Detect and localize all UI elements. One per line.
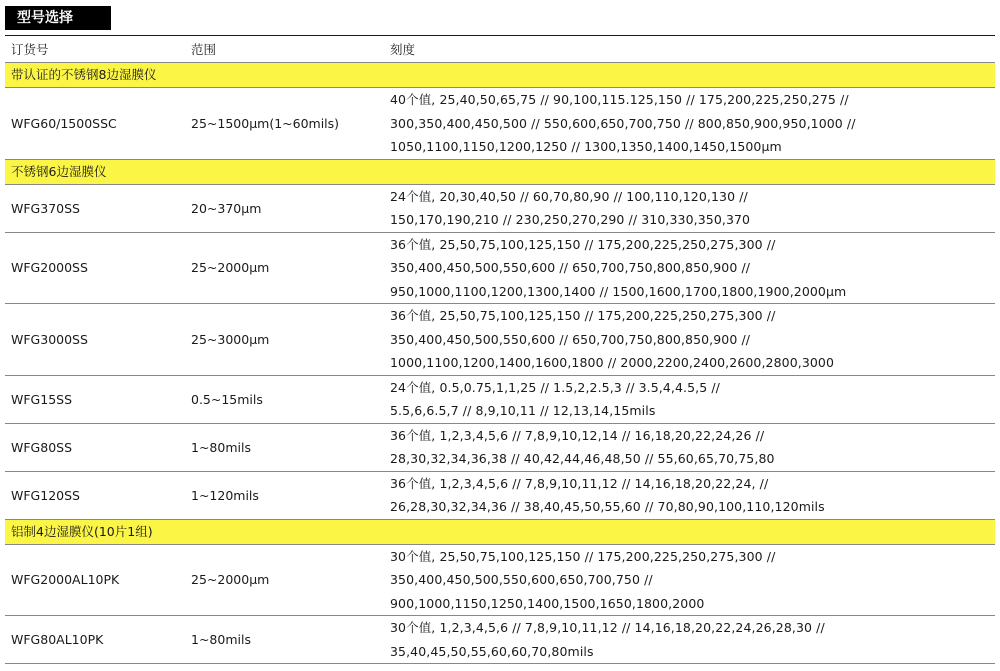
table-row: [5, 423, 995, 471]
group-row-stainless-6-side: [5, 159, 995, 184]
range-cell: 20~370µm: [185, 184, 384, 232]
scale-cell: [384, 88, 995, 160]
order-number-cell: WFG80AL10PK: [5, 616, 185, 664]
table-row: [5, 304, 995, 376]
range-cell: 25~3000µm: [185, 304, 384, 376]
group-label: 不锈钢6边湿膜仪: [5, 159, 995, 184]
range-cell: 25~2000µm: [185, 544, 384, 616]
group-label: 带认证的不锈钢8边湿膜仪: [5, 63, 995, 88]
range-cell: 1~80mils: [185, 616, 384, 664]
scale-line: 36个值, 1,2,3,4,5,6 // 7,8,9,10,12,14 // 16,18,20,22,24,26 //: [390, 427, 765, 443]
scale-line: 900,1000,1150,1250,1400,1500,1650,1800,2000: [390, 595, 705, 611]
scale-cell: [384, 471, 995, 519]
table-row: [5, 375, 995, 423]
table-row: [5, 88, 995, 160]
scale-line: 24个值, 0.5,0.75,1,1,25 // 1.5,2,2.5,3 // 3.5,4,4.5,5 //: [390, 379, 720, 395]
scale-line: 35,40,45,50,55,60,60,70,80mils: [390, 643, 594, 659]
header-order-number: 订货号: [5, 36, 185, 63]
range-cell: 25~1500µm(1~60mils): [185, 88, 384, 160]
scale-line: 350,400,450,500,550,600 // 650,700,750,800,850,900 //: [390, 260, 751, 275]
range-cell: 1~80mils: [185, 423, 384, 471]
scale-cell: [384, 544, 995, 616]
order-number-cell: WFG60/1500SSC: [5, 88, 185, 160]
table-row: [5, 616, 995, 664]
scale-line: 350,400,450,500,550,600,650,700,750 //: [390, 572, 653, 587]
scale-line: 5.5,6,6.5,7 // 8,9,10,11 // 12,13,14,15mils: [390, 403, 656, 418]
scale-line: 30个值, 25,50,75,100,125,150 // 175,200,225,250,275,300 //: [390, 548, 776, 564]
scale-line: 36个值, 25,50,75,100,125,150 // 175,200,225,250,275,300 //: [390, 308, 776, 323]
scale-line: 150,170,190,210 // 230,250,270,290 // 310,330,350,370: [390, 212, 751, 227]
range-cell: 1~120mils: [185, 471, 384, 519]
scale-cell: [384, 616, 995, 664]
order-number-cell: WFG2000SS: [5, 232, 185, 304]
model-selection-table: [5, 36, 995, 664]
table-row: [5, 184, 995, 232]
range-cell: 0.5~15mils: [185, 375, 384, 423]
group-label: 铝制4边湿膜仪(10片1组): [5, 519, 995, 544]
header-scale: 刻度: [384, 36, 995, 63]
scale-cell: [384, 232, 995, 304]
order-number-cell: WFG3000SS: [5, 304, 185, 376]
order-number-cell: WFG120SS: [5, 471, 185, 519]
scale-line: 300,350,400,450,500 // 550,600,650,700,750 // 800,850,900,950,1000 //: [390, 115, 856, 131]
scale-line: 1000,1100,1200,1400,1600,1800 // 2000,2200,2400,2600,2800,3000: [390, 355, 835, 370]
order-number-cell: WFG80SS: [5, 423, 185, 471]
table-row: [5, 544, 995, 616]
scale-cell: [384, 375, 995, 423]
scale-line: 950,1000,1100,1200,1300,1400 // 1500,1600,1700,1800,1900,2000µm: [390, 283, 847, 299]
scale-line: 24个值, 20,30,40,50 // 60,70,80,90 // 100,110,120,130 //: [390, 188, 748, 204]
scale-line: 28,30,32,34,36,38 // 40,42,44,46,48,50 // 55,60,65,70,75,80: [390, 451, 775, 466]
section-title: 型号选择: [5, 6, 111, 30]
scale-line: 36个值, 1,2,3,4,5,6 // 7,8,9,10,11,12 // 14,16,18,20,22,24, //: [390, 475, 769, 491]
range-cell: 25~2000µm: [185, 232, 384, 304]
scale-cell: [384, 304, 995, 376]
table-row: [5, 232, 995, 304]
order-number-cell: WFG2000AL10PK: [5, 544, 185, 616]
scale-line: 350,400,450,500,550,600 // 650,700,750,800,850,900 //: [390, 331, 751, 347]
header-range: 范围: [185, 36, 384, 63]
scale-line: 36个值, 25,50,75,100,125,150 // 175,200,225,250,275,300 //: [390, 236, 776, 252]
scale-cell: [384, 184, 995, 232]
table-row: [5, 471, 995, 519]
scale-line: 26,28,30,32,34,36 // 38,40,45,50,55,60 // 70,80,90,100,110,120mils: [390, 499, 825, 514]
scale-line: 40个值, 25,40,50,65,75 // 90,100,115.125,150 // 175,200,225,250,275 //: [390, 92, 849, 107]
group-row-aluminum-4-side: [5, 519, 995, 544]
order-number-cell: WFG370SS: [5, 184, 185, 232]
table-header-row: [5, 36, 995, 63]
order-number-cell: WFG15SS: [5, 375, 185, 423]
scale-cell: [384, 423, 995, 471]
scale-line: 1050,1100,1150,1200,1250 // 1300,1350,1400,1450,1500µm: [390, 139, 782, 154]
scale-line: 30个值, 1,2,3,4,5,6 // 7,8,9,10,11,12 // 14,16,18,20,22,24,26,28,30 //: [390, 620, 825, 635]
group-row-stainless-8-side-certified: [5, 63, 995, 88]
